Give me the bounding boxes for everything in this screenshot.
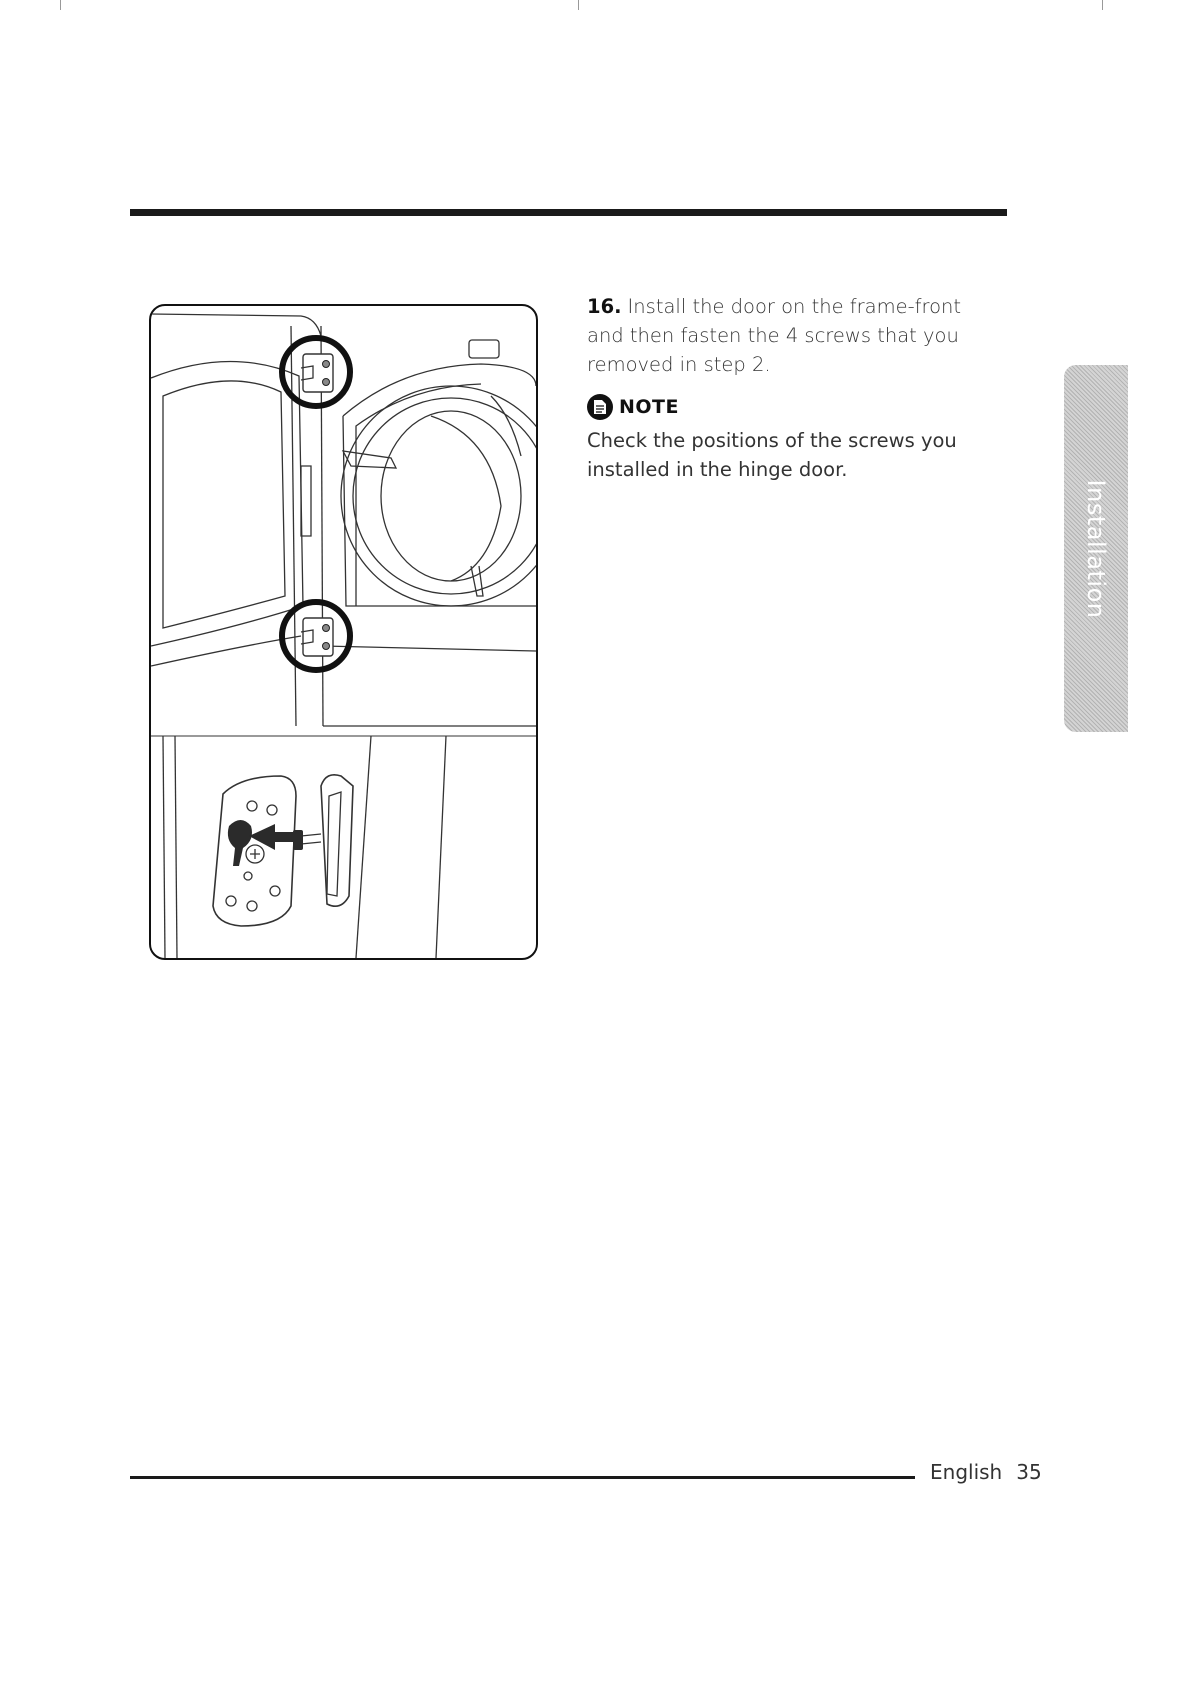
crop-mark-left — [60, 0, 61, 10]
note-text: Check the positions of the screws you installed in the hinge door. — [587, 429, 957, 481]
crop-mark-center — [578, 0, 579, 10]
page-footer — [930, 1460, 1042, 1484]
note-icon — [587, 394, 613, 420]
page-number: 35 — [1016, 1460, 1042, 1484]
note-heading — [587, 393, 679, 421]
step-text: Install the door on the frame-front and then fasten the 4 screws that you removed in step 2. — [587, 295, 962, 376]
header-rule — [130, 209, 1007, 216]
note-label: NOTE — [619, 396, 679, 418]
step-16 — [587, 292, 987, 379]
footer-language: English — [930, 1460, 1003, 1484]
door-installation-illustration — [149, 304, 538, 960]
footer-rule — [130, 1476, 915, 1479]
section-side-tab — [1064, 365, 1128, 732]
crop-mark-right — [1102, 0, 1103, 10]
side-tab-label: Installation — [1082, 479, 1110, 618]
step-number: 16. — [587, 295, 622, 318]
